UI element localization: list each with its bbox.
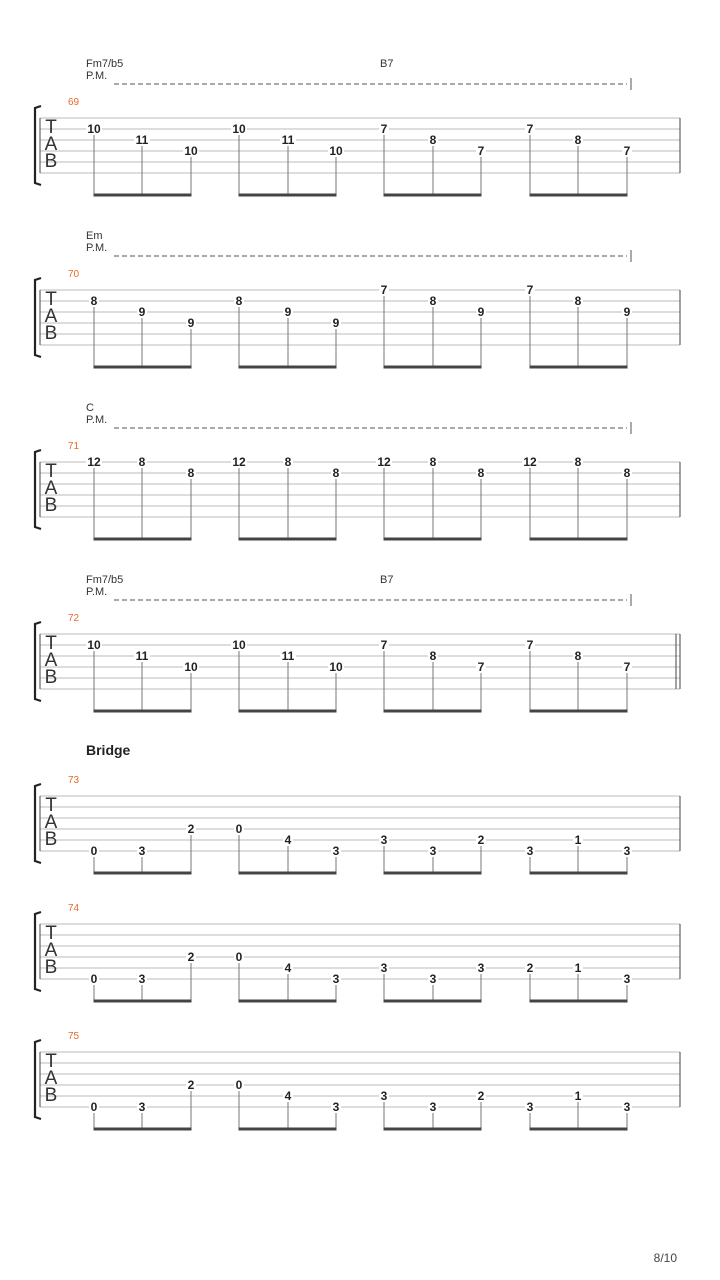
tab-clef-letter: T xyxy=(45,633,57,654)
fret-number: 10 xyxy=(329,144,343,158)
palm-mute-label: P.M. xyxy=(86,70,108,82)
fret-number: 0 xyxy=(235,1078,243,1092)
tab-clef-letter: A xyxy=(44,134,58,155)
fret-number: 11 xyxy=(281,133,295,147)
measure-number: 72 xyxy=(68,613,80,624)
fret-number: 3 xyxy=(138,1100,146,1114)
fret-number: 3 xyxy=(332,844,340,858)
fret-number: 3 xyxy=(526,844,534,858)
fret-number: 4 xyxy=(284,961,292,975)
fret-number: 10 xyxy=(184,660,198,674)
fret-number: 3 xyxy=(623,1100,631,1114)
fret-number: 9 xyxy=(284,305,292,319)
fret-number: 1 xyxy=(574,1089,582,1103)
fret-number: 8 xyxy=(284,455,292,469)
fret-number: 4 xyxy=(284,1089,292,1103)
fret-number: 1 xyxy=(574,961,582,975)
fret-number: 0 xyxy=(90,1100,98,1114)
page-number-text: 8/10 xyxy=(653,1251,677,1265)
fret-number: 8 xyxy=(623,466,631,480)
tab-clef-letter: T xyxy=(45,923,57,944)
measure-number: 69 xyxy=(68,97,80,108)
fret-number: 12 xyxy=(523,455,537,469)
tab-clef-letter: B xyxy=(44,1085,58,1106)
fret-number: 3 xyxy=(429,844,437,858)
fret-number: 3 xyxy=(380,961,388,975)
fret-number: 0 xyxy=(235,950,243,964)
fret-number: 8 xyxy=(574,455,582,469)
fret-number: 4 xyxy=(284,833,292,847)
fret-number: 3 xyxy=(138,972,146,986)
fret-number: 3 xyxy=(138,844,146,858)
fret-number: 2 xyxy=(477,833,485,847)
section-title: Bridge xyxy=(86,742,131,758)
fret-number: 1 xyxy=(574,833,582,847)
fret-number: 3 xyxy=(477,961,485,975)
fret-number: 3 xyxy=(429,972,437,986)
measure-number: 73 xyxy=(68,775,80,786)
fret-number: 8 xyxy=(429,294,437,308)
measure-number: 74 xyxy=(68,903,80,914)
fret-number: 7 xyxy=(477,144,485,158)
fret-number: 9 xyxy=(477,305,485,319)
fret-number: 8 xyxy=(90,294,98,308)
chord-name: Em xyxy=(86,230,103,242)
chord-name: B7 xyxy=(380,574,394,586)
tab-clef-letter: B xyxy=(44,495,58,516)
fret-number: 7 xyxy=(526,122,534,136)
fret-number: 7 xyxy=(380,638,388,652)
fret-number: 8 xyxy=(429,455,437,469)
tab-clef-letter: A xyxy=(44,812,58,833)
fret-number: 10 xyxy=(184,144,198,158)
fret-number: 8 xyxy=(477,466,485,480)
fret-number: 3 xyxy=(623,844,631,858)
fret-number: 10 xyxy=(329,660,343,674)
fret-number: 0 xyxy=(90,844,98,858)
fret-number: 8 xyxy=(187,466,195,480)
palm-mute-label: P.M. xyxy=(86,414,108,426)
measure-number: 75 xyxy=(68,1031,80,1042)
fret-number: 3 xyxy=(429,1100,437,1114)
chord-name: C xyxy=(86,402,94,414)
fret-number: 2 xyxy=(477,1089,485,1103)
tab-clef-letter: A xyxy=(44,306,58,327)
fret-number: 0 xyxy=(90,972,98,986)
tab-clef-letter: T xyxy=(45,1051,57,1072)
fret-number: 3 xyxy=(380,1089,388,1103)
tab-clef-letter: A xyxy=(44,1068,58,1089)
fret-number: 7 xyxy=(526,283,534,297)
fret-number: 7 xyxy=(526,638,534,652)
fret-number: 11 xyxy=(135,649,149,663)
fret-number: 7 xyxy=(380,283,388,297)
fret-number: 10 xyxy=(87,122,101,136)
tab-clef-letter: B xyxy=(44,151,58,172)
fret-number: 8 xyxy=(429,133,437,147)
tab-clef-letter: B xyxy=(44,829,58,850)
tab-clef-letter: A xyxy=(44,478,58,499)
fret-number: 2 xyxy=(187,950,195,964)
tab-clef-letter: A xyxy=(44,650,58,671)
fret-number: 8 xyxy=(574,649,582,663)
tab-clef-letter: T xyxy=(45,461,57,482)
fret-number: 10 xyxy=(232,122,246,136)
tab-clef-letter: B xyxy=(44,667,58,688)
fret-number: 3 xyxy=(332,972,340,986)
fret-number: 8 xyxy=(138,455,146,469)
chord-name: Fm7/b5 xyxy=(86,574,124,586)
chord-name: Fm7/b5 xyxy=(86,58,124,70)
tab-clef-letter: B xyxy=(44,957,58,978)
fret-number: 7 xyxy=(623,144,631,158)
fret-number: 11 xyxy=(135,133,149,147)
tab-clef-letter: T xyxy=(45,117,57,138)
palm-mute-label: P.M. xyxy=(86,242,108,254)
fret-number: 10 xyxy=(87,638,101,652)
fret-number: 0 xyxy=(235,822,243,836)
fret-number: 12 xyxy=(87,455,101,469)
chord-name: B7 xyxy=(380,58,394,70)
fret-number: 2 xyxy=(187,822,195,836)
fret-number: 8 xyxy=(574,133,582,147)
fret-number: 10 xyxy=(232,638,246,652)
fret-number: 12 xyxy=(377,455,391,469)
tab-clef-letter: T xyxy=(45,795,57,816)
fret-number: 8 xyxy=(235,294,243,308)
fret-number: 8 xyxy=(332,466,340,480)
fret-number: 2 xyxy=(526,961,534,975)
fret-number: 8 xyxy=(429,649,437,663)
tab-clef-letter: T xyxy=(45,289,57,310)
measure-number: 71 xyxy=(68,441,80,452)
fret-number: 7 xyxy=(477,660,485,674)
fret-number: 8 xyxy=(574,294,582,308)
fret-number: 3 xyxy=(380,833,388,847)
tab-clef-letter: A xyxy=(44,940,58,961)
fret-number: 9 xyxy=(623,305,631,319)
tab-clef-letter: B xyxy=(44,323,58,344)
fret-number: 12 xyxy=(232,455,246,469)
measure-number: 70 xyxy=(68,269,80,280)
fret-number: 3 xyxy=(332,1100,340,1114)
fret-number: 9 xyxy=(187,316,195,330)
fret-number: 2 xyxy=(187,1078,195,1092)
fret-number: 3 xyxy=(623,972,631,986)
fret-number: 3 xyxy=(526,1100,534,1114)
fret-number: 11 xyxy=(281,649,295,663)
palm-mute-label: P.M. xyxy=(86,586,108,598)
fret-number: 9 xyxy=(138,305,146,319)
fret-number: 7 xyxy=(623,660,631,674)
fret-number: 7 xyxy=(380,122,388,136)
fret-number: 9 xyxy=(332,316,340,330)
